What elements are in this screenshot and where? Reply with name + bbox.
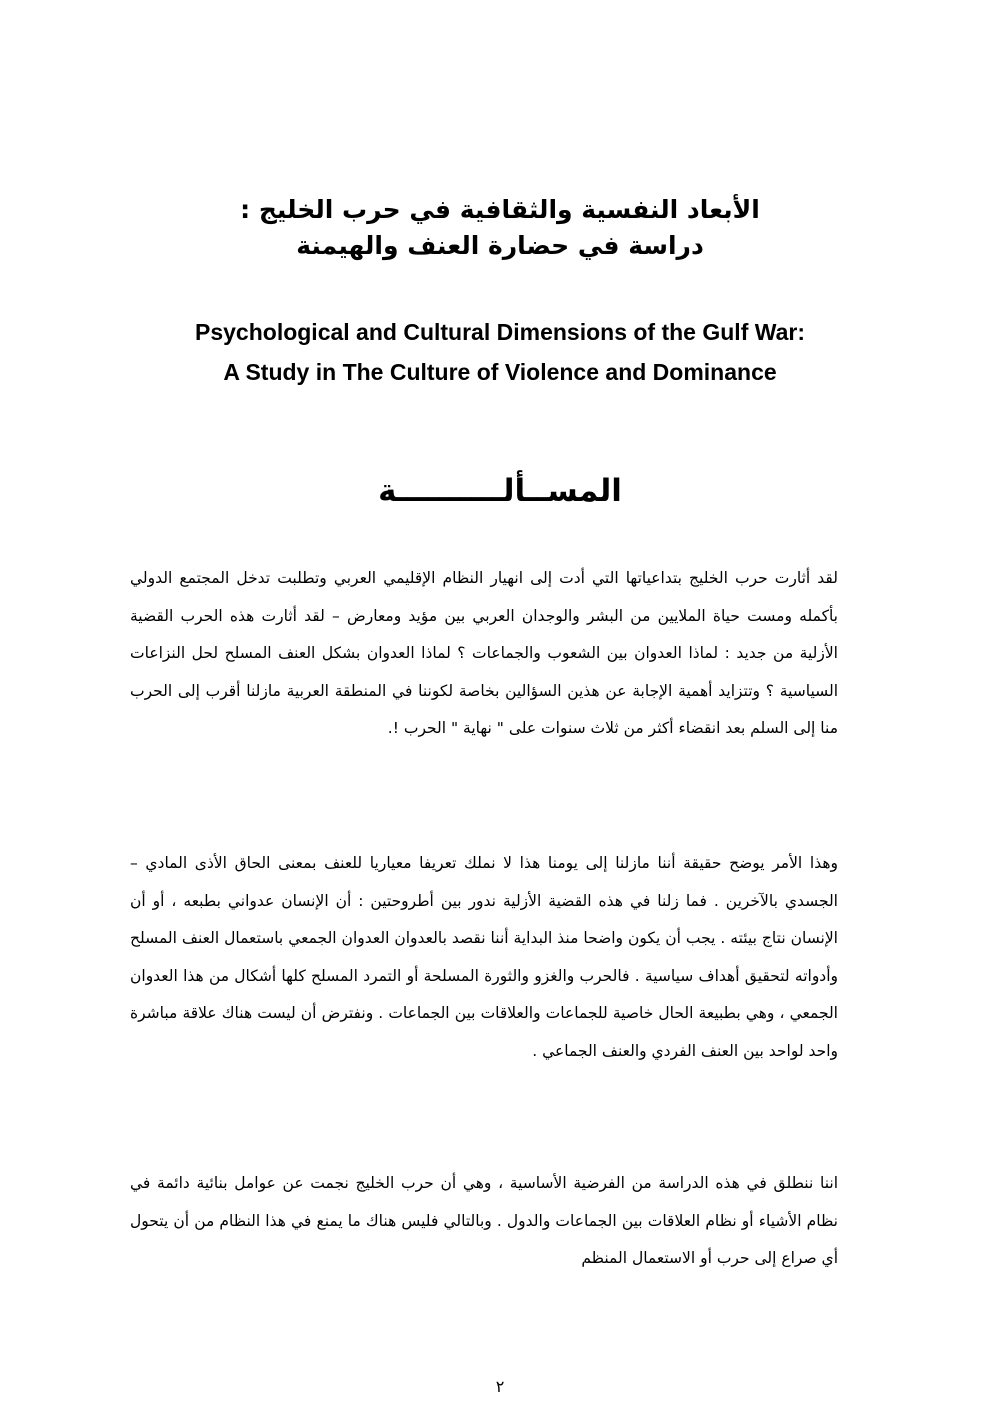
body-paragraph: اننا ننطلق في هذه الدراسة من الفرضية الأساسية ، وهي أن حرب الخليج نجمت عن عوامل بنائية دائمة في نظام الأشياء أو نظام العلاقات بين الجماعات والدول . وبالتالي فليس هناك ما يمنع في هذا النظام من أن يتحول أي صراع إلى حرب أو الاستعمال المنظم (130, 1174, 838, 1267)
arabic-title-line-2: دراسة في حضارة العنف والهيمنة (296, 231, 704, 260)
arabic-title-line-1: الأبعاد النفسية والثقافية في حرب الخليج : (240, 195, 760, 224)
section-heading: المســألــــــــــة (378, 473, 622, 509)
body-paragraph: لقد أثارت حرب الخليج بتداعياتها التي أدت إلى انهيار النظام الإقليمي العربي وتطلبت تدخل المجتمع الدولي بأكمله ومست حياة الملايين من البشر والوجدان العربي بين مؤيد ومعارض – لقد أثارت هذه الحرب القضية الأزلية من جديد : لماذا العدوان بين الشعوب والجماعات ؟ لماذا العدوان بشكل العنف المسلح لحل النزاعات السياسية ؟ وتتزايد أهمية الإجابة عن هذين السؤالين بخاصة لكوننا في المنطقة العربية مازلنا أقرب إلى الحرب منا إلى السلم بعد انقضاء أكثر من ثلاث سنوات على " نهاية " الحرب !. (130, 569, 838, 737)
english-title-line-1: Psychological and Cultural Dimensions of the Gulf War: (195, 319, 805, 345)
body-paragraph: وهذا الأمر يوضح حقيقة أننا مازلنا إلى يومنا هذا لا نملك تعريفا معياريا للعنف بمعنى الحاق الأذى المادي – الجسدي بالآخرين . فما زلنا في هذه القضية الأزلية ندور بين أطروحتين : أن الإنسان عدواني بطبعه ، أو أن الإنسان نتاج بيئته . يجب أن يكون واضحا منذ البداية أننا نقصد بالعدوان العدوان الجمعي باستعمال العنف المسلح وأدواته لتحقيق أهداف سياسية . فالحرب والغزو والثورة المسلحة أو التمرد المسلح كلها أشكال من هذا العدوان الجمعي ، وهي بطبيعة الحال خاصية للجماعات والعلاقات بين الجماعات . ونفترض أن ليست هناك علاقة مباشرة واحد لواحد بين العنف الفردي والعنف الجماعي . (130, 854, 838, 1060)
english-title-line-2: A Study in The Culture of Violence and Dominance (223, 359, 777, 385)
page-number: ٢ (495, 1377, 505, 1396)
